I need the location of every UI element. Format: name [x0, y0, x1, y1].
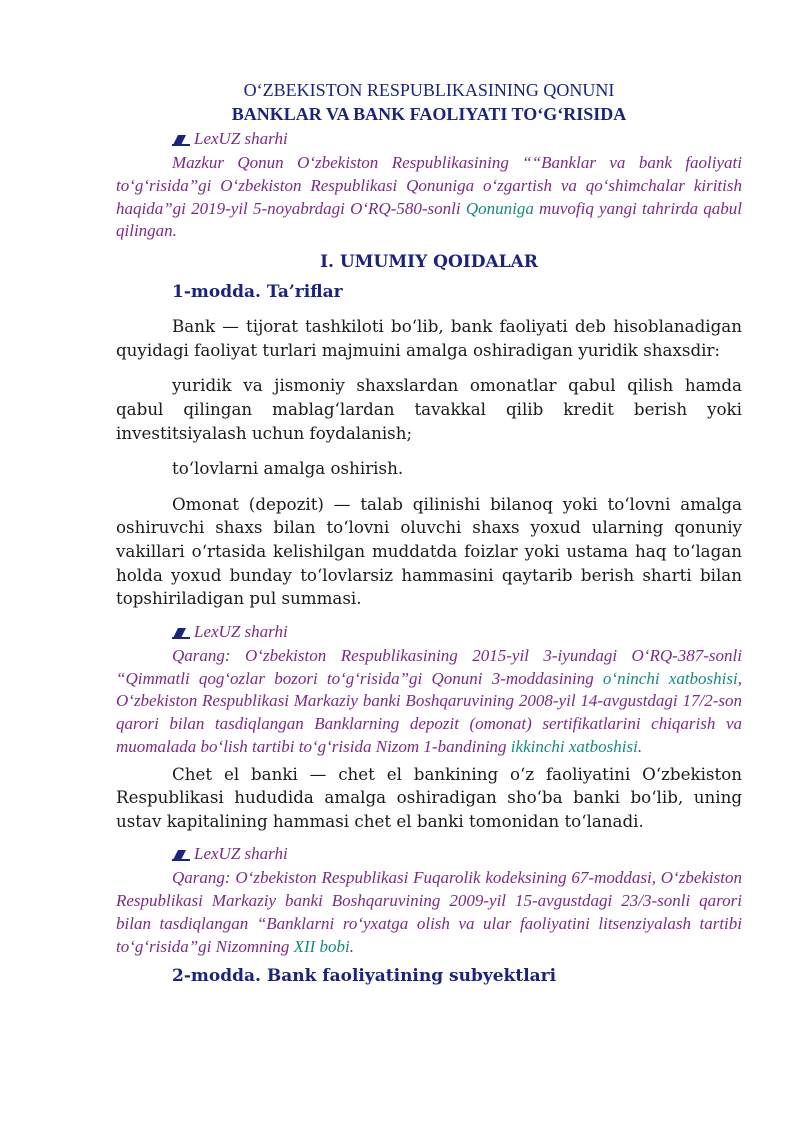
lexuz-label-text: LexUZ sharhi: [194, 621, 288, 641]
paragraph: Omonat (depozit) — talab qilinishi bilanoq yoki to‘lovni amalga oshiruvchi shaxs bilan to‘lovni oluvchi shaxs yoxud ularning qonuniy vakillari o‘rtasida kelishilgan muddatda foizlar yoki ustama haq to‘lagan holda yoxud bunday to‘lovlarsiz hammasini qaytarib berish sharti bilan topshiriladigan pul summasi.: [116, 493, 742, 609]
lexuz-label-text: LexUZ sharhi: [194, 844, 288, 864]
chapter-link[interactable]: XII bobi: [293, 936, 350, 956]
note-text: Qarang: O‘zbekiston Respublikasi Fuqarolik kodeksining 67-moddasi, O‘zbekiston Respublikasi Markaziy banki Boshqaruvining 2009-yil 15-avgustdagi 23/3-sonli qarori bilan tasdiqlangan “Banklarni ro‘yxatga olish va ular faoliyatini litsenziyalash tartibi to‘g‘risida”gi Nizomning: [116, 868, 742, 956]
note-text: , O‘zbekiston Respublikasi Markaziy banki Boshqaruvining 2008-yil 14-avgustdagi 17/2-son qarori bilan tasdiqlangan Banklarning depozit (omonat) sertifikatlarini chiqarish va muomalada bo‘lish tartibi to‘g‘risida Nizom 1-bandining: [116, 668, 742, 756]
article-title: 1-modda. Ta’riflar: [172, 282, 343, 303]
note-text: Mazkur Qonun O‘zbekiston Respublikasining ““Banklar va bank faoliyati to‘g‘risida”gi O‘zbekiston Respublikasi Qonuniga o‘zgartish va qo‘shimchalar kiritish haqida”gi 2019-yil 5-noyabrdagi O‘RQ-580-sonli: [116, 153, 742, 218]
paragraph-link[interactable]: o‘ninchi xatboshisi: [602, 668, 738, 688]
document-page: [116, 78, 742, 987]
paragraph: Chet el banki — chet el bankining o‘z faoliyatini O‘zbekiston Respublikasi hududida amalga oshiradigan sho‘ba banki bo‘lib, uning ustav kapitalining hammasi chet el banki tomonidan to‘lanadi.: [116, 763, 742, 831]
pen-icon: [172, 132, 192, 146]
law-subtitle: BANKLAR VA BANK FAOLIYATI TO‘G‘RISIDA: [231, 104, 627, 124]
lexuz-commentary-label[interactable]: [172, 128, 742, 150]
note-text: Qarang: O‘zbekiston Respublikasining 2015-yil 3-iyundagi O‘RQ-387-sonli “Qimmatli qog‘ozlar bozori to‘g‘risida”gi Qonuni 3-moddasining: [116, 645, 742, 688]
paragraph: yuridik va jismoniy shaxslardan omonatlar qabul qilish hamda qabul qilingan mablag‘lardan tavakkal qilib kredit berish yoki investitsiyalash uchun foydalanish;: [116, 375, 742, 443]
commentary-note: [116, 152, 742, 243]
pen-icon: [172, 847, 192, 861]
pen-icon: [172, 625, 192, 639]
note-text: muvofiq yangi tahrirda qabul qilingan.: [116, 198, 743, 241]
law-link[interactable]: Qonuniga: [465, 198, 534, 218]
paragraph-link[interactable]: ikkinchi xatboshisi: [510, 736, 638, 756]
note-text: .: [637, 736, 643, 756]
paragraph: Bank — tijorat tashkiloti bo‘lib, bank faoliyati deb hisoblanadigan quyidagi faoliyat turlari majmuini amalga oshiradigan yuridik shaxsdir:: [116, 316, 742, 360]
note-text: .: [349, 936, 355, 956]
article-title: 2-modda. Bank faoliyatining subyektlari: [172, 965, 557, 986]
section-title: I. UMUMIY QOIDALAR: [320, 252, 538, 273]
lexuz-label-text: LexUZ sharhi: [194, 129, 288, 148]
lexuz-commentary-label[interactable]: [172, 621, 742, 643]
lexuz-commentary-label[interactable]: [172, 843, 742, 865]
law-title: O‘ZBEKISTON RESPUBLIKASINING QONUNI: [243, 80, 615, 100]
commentary-note: [116, 645, 742, 759]
commentary-note: [116, 867, 742, 958]
paragraph: to‘lovlarni amalga oshirish.: [172, 458, 404, 479]
